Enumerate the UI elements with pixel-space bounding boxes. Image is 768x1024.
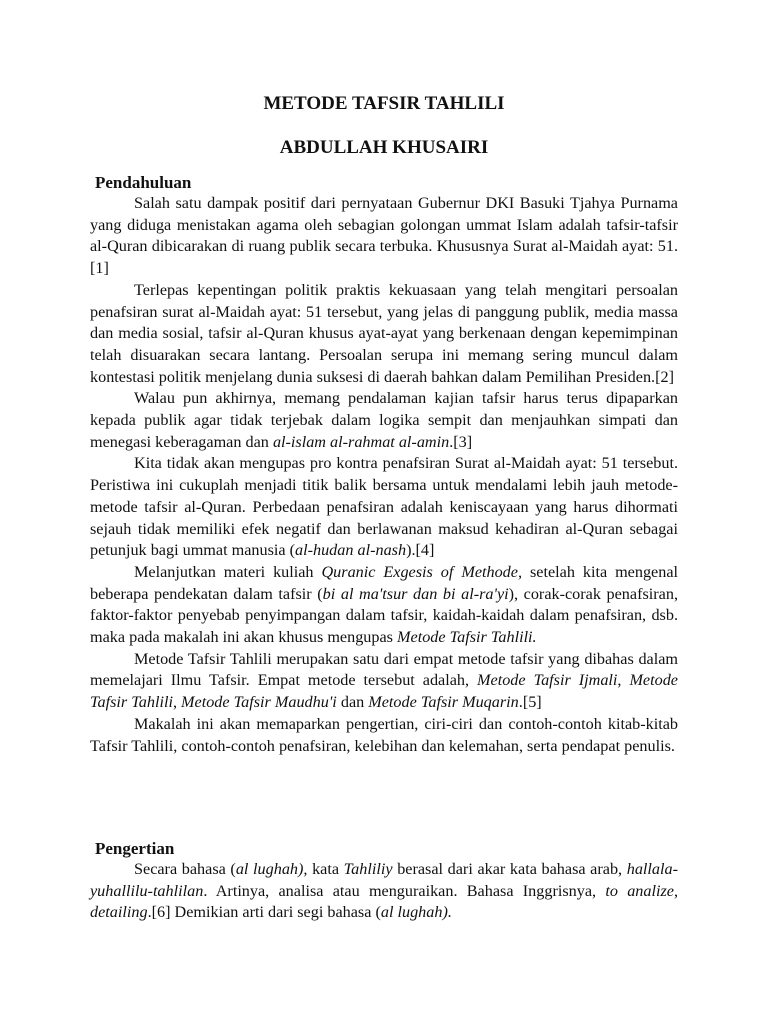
italic-term: al-islam al-rahmat al-amin: [272, 432, 450, 451]
section-heading-pendahuluan: Pendahuluan: [95, 173, 192, 192]
paragraph: [90, 649, 678, 714]
paragraph: [90, 388, 678, 453]
italic-term: Metode Tafsir Tahlili: [90, 671, 678, 712]
italic-term: al lughah),: [235, 860, 308, 878]
text-run: ).[4]: [406, 541, 435, 560]
italic-term: detailing: [90, 903, 148, 922]
italic-term: Metode Tafsir Tahlili.: [397, 628, 537, 647]
paragraph: [90, 859, 678, 924]
text-run: .[3]: [449, 432, 473, 451]
text-run: Kita tidak akan mengupas pro kontra penafsiran Surat al-Maidah ayat: 51 tersebut. Peristiwa ini cukuplah menjadi titik balik bersama untuk mendalami lebih jauh metode-metode tafsir al-Quran. Perbedaan penafsiran adalah keniscayaan yang harus dihormati sejauh tidak memiliki efek negatif dan berlawanan maksud kehadiran al-Quran sebagai petunjuk bagi ummat manusia (: [90, 454, 678, 560]
italic-term: to analize: [605, 881, 674, 900]
italic-term: Metode Tafsir Ijmali: [477, 671, 618, 690]
text-run: Terlepas kepentingan politik praktis kekuasaan yang telah mengitari persoalan penafsiran surat al-Maidah ayat: 51 tersebut, yang jelas di panggung publik, media massa dan media sosial, tafsir al-Quran khusus ayat-ayat yang berkenaan dengan kepemimpinan telah disuarakan secara lantang. Persoalan serupa ini memang sering muncul dalam kontestasi politik menjelang dunia suksesi di daerah bahkan dalam Pemilihan Presiden.[2]: [90, 280, 678, 386]
text-run: Salah satu dampak positif dari pernyataan Gubernur DKI Basuki Tjahya Purnama yang diduga menistakan agama oleh sebagian golongan ummat Islam adalah tafsir-tafsir al-Quran dibicarakan di ruang publik secara terbuka. Khususnya Surat al-Maidah ayat: 51.[1]: [90, 194, 678, 278]
paragraph: [90, 280, 678, 389]
italic-term: Quranic Exgesis of Methode,: [321, 562, 523, 581]
text-run: Metode Tafsir Tahlili merupakan satu dari empat metode tafsir yang dibahas dalam memelajari Ilmu Tafsir. Empat metode tersebut adalah,: [90, 649, 678, 690]
section-heading-pengertian: Pengertian: [95, 839, 175, 858]
italic-term: al lughah).: [380, 903, 452, 922]
text-run: .[6] Demikian arti dari segi bahasa (: [147, 903, 381, 922]
text-run: ,: [673, 881, 678, 900]
text-run: Melanjutkan materi kuliah: [134, 562, 322, 581]
text-run: Secara bahasa (: [134, 860, 236, 878]
text-run: berasal dari akar kata bahasa arab,: [392, 860, 627, 878]
italic-term: al-hudan al-nash: [295, 541, 407, 560]
text-run: .[5]: [518, 693, 542, 712]
italic-term: Tahliliy: [343, 860, 393, 878]
italic-term: Metode Tafsir Maudhu'i: [181, 693, 337, 712]
text-run: dan: [336, 693, 369, 712]
text-run: ,: [617, 671, 630, 690]
paragraph: [90, 714, 678, 757]
text-run: Walau pun akhirnya, memang pendalaman kajian tafsir harus terus dipaparkan kepada publik agar tidak terjebak dalam logika sempit dan menjauhkan simpati dan menegasi keberagaman dan: [90, 389, 678, 451]
paragraph: [90, 453, 678, 562]
text-run: ), corak-corak penafsiran, faktor-faktor penyebab penyimpangan dalam tafsir, kaidah-kaidah dalam penafsiran, dsb. maka pada makalah ini akan khusus mengupas: [90, 584, 678, 647]
italic-term: bi al ma'tsur dan bi al-ra'yi: [322, 584, 509, 603]
text-run: Makalah ini akan memaparkan pengertian, ciri-ciri dan contoh-contoh kitab-kitab Tafsir Tahlili, contoh-contoh penafsiran, kelebihan dan kelemahan, serta pendapat penulis.: [90, 714, 678, 755]
italic-term: Metode Tafsir Muqarin: [368, 693, 519, 712]
text-run: kata: [307, 860, 344, 878]
paragraph: [90, 193, 678, 280]
section-body-pengertian: [90, 859, 678, 924]
text-run: setelah kita mengenal beberapa pendekatan dalam tafsir (: [90, 562, 679, 603]
paragraph: [90, 562, 678, 649]
text-run: . Artinya, analisa atau menguraikan. Bahasa Inggrisnya,: [203, 881, 606, 900]
text-run: ,: [172, 693, 182, 712]
document-title: METODE TAFSIR TAHLILI: [263, 93, 505, 114]
document-author: ABDULLAH KHUSAIRI: [279, 137, 489, 158]
section-body-pendahuluan: [90, 193, 678, 757]
italic-term: hallala-yuhallilu-tahlilan: [90, 860, 678, 900]
